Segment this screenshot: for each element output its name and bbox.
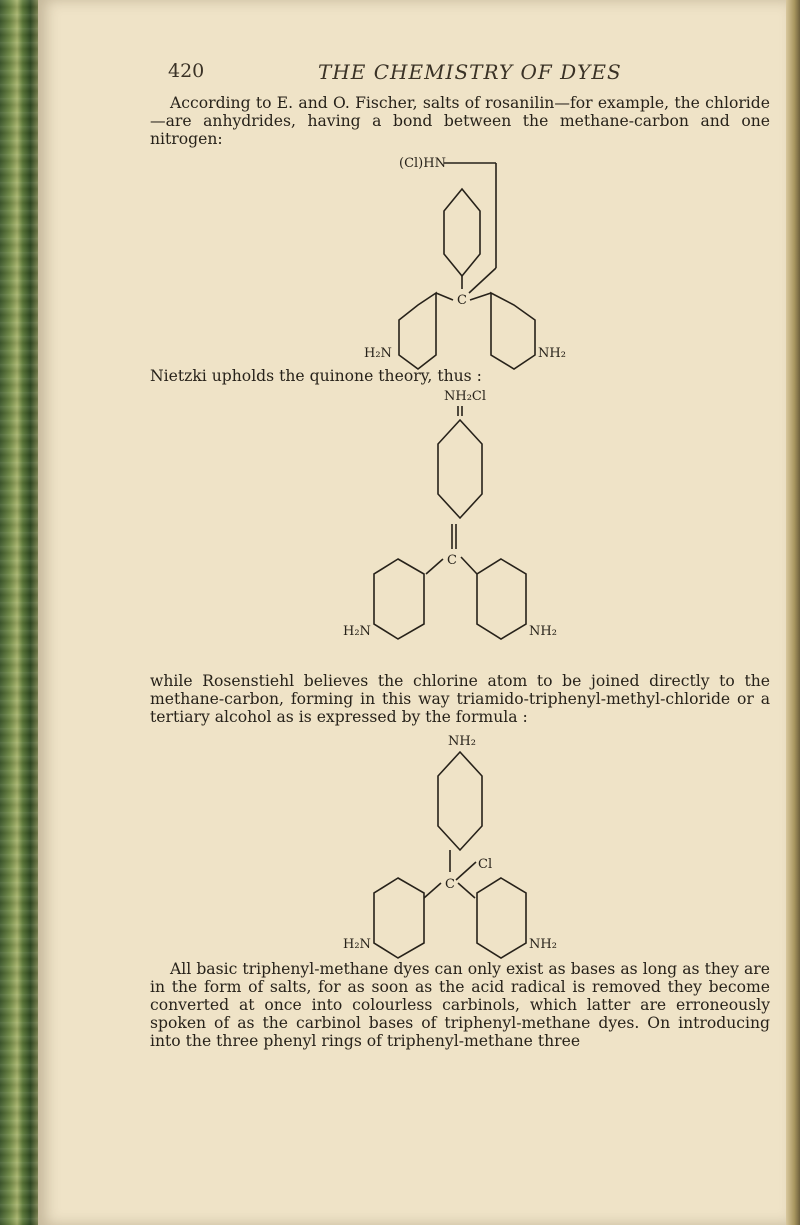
top-quinone-ring: [438, 420, 482, 518]
formula-rosenstiehl-center: C: [445, 877, 455, 892]
formula-fischer-right-group: NH₂: [538, 346, 566, 361]
right-benzene-ring: [477, 559, 526, 639]
top-benzene-ring: [438, 752, 482, 850]
bond-line: [436, 293, 453, 300]
bond-line: [424, 883, 441, 898]
page-edge: [786, 0, 800, 1225]
paragraph-fischer: According to E. and O. Fischer, salts of rosanilin—for example, the chloride—are anhydrides, having a bond between the methane-carbon and one nitrogen:: [150, 94, 770, 148]
bond-line: [461, 557, 477, 574]
formula-fischer-left-group: H₂N: [364, 346, 392, 361]
right-benzene-ring: [477, 878, 526, 958]
formula-fischer-top-group: (Cl)HN: [399, 156, 446, 171]
left-benzene-ring: [374, 878, 424, 958]
formula-rosenstiehl-right-group: NH₂: [529, 937, 557, 952]
bond-line: [456, 862, 476, 880]
bond-line: [470, 293, 491, 300]
top-benzene-ring: [444, 189, 480, 276]
bond-line: [426, 559, 443, 574]
formula-nietzki-top-group: NH₂Cl: [444, 389, 487, 404]
formula-nietzki: [340, 384, 580, 684]
formula-rosenstiehl: [340, 730, 580, 975]
formula-fischer-center: C: [457, 293, 467, 308]
formula-nietzki-left-group: H₂N: [343, 624, 371, 639]
page-number: 420: [168, 60, 205, 82]
bond-line: [469, 268, 496, 293]
formula-rosenstiehl-top-group: NH₂: [448, 734, 476, 749]
book-spine: [0, 0, 38, 1225]
running-title: THE CHEMISTRY OF DYES: [318, 60, 622, 84]
page-header: [0, 60, 800, 90]
paragraph-rosenstiehl: while Rosenstiehl believes the chlorine atom to be joined directly to the methane-carbon, forming in this way triamido-triphenyl-methyl-chloride or a tertiary alcohol as is expressed by the formula :: [150, 672, 770, 726]
formula-nietzki-right-group: NH₂: [529, 624, 557, 639]
formula-fischer: [340, 150, 580, 370]
formula-rosenstiehl-left-group: H₂N: [343, 937, 371, 952]
left-benzene-ring: [374, 559, 424, 639]
paragraph-nietzki: Nietzki upholds the quinone theory, thus :: [150, 367, 482, 385]
left-benzene-ring: [399, 293, 436, 369]
formula-nietzki-center: C: [447, 553, 457, 568]
right-benzene-ring: [491, 293, 535, 369]
paragraph-triphenyl-methane: All basic triphenyl-methane dyes can only exist as bases as long as they are in the form of salts, for as soon as the acid radical is removed they become converted at once into colourless carbinols, which latter are erroneously spoken of as the carbinol bases of triphenyl-methane dyes. On introducing into the three phenyl rings of triphenyl-methane three: [150, 960, 770, 1050]
formula-rosenstiehl-substituent: Cl: [478, 857, 493, 872]
bond-line: [458, 883, 475, 898]
